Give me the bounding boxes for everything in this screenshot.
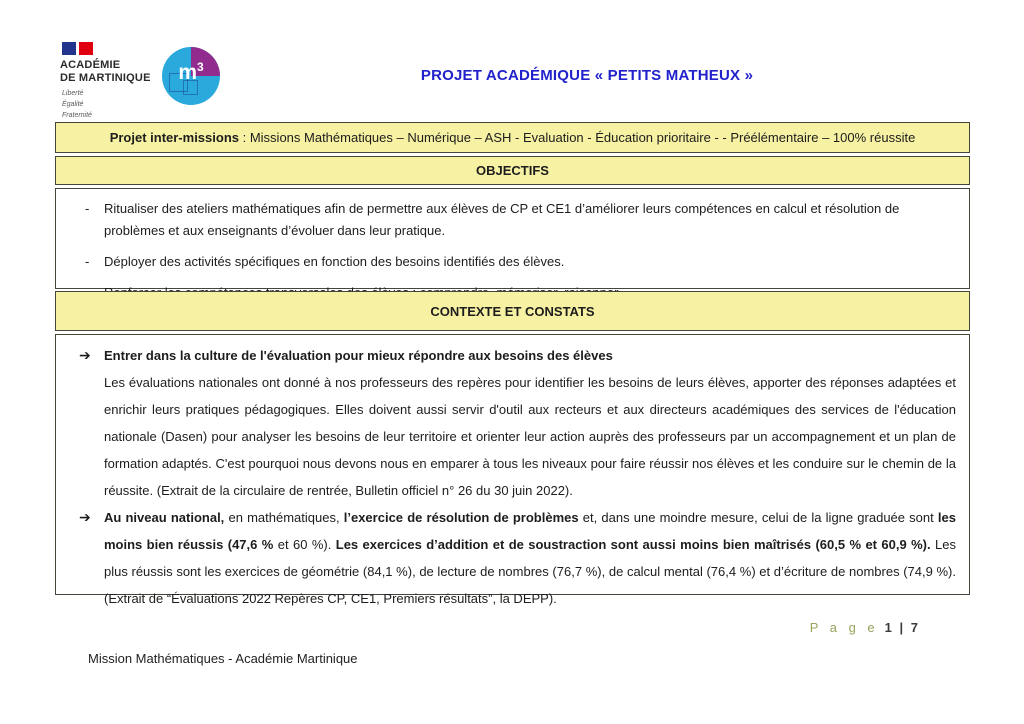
academie-name-line1: ACADÉMIE (60, 59, 121, 71)
footer-credit: Mission Mathématiques - Académie Martinique (88, 651, 358, 666)
page-number-footer (810, 620, 920, 635)
m3-exponent: 3 (197, 60, 204, 74)
dash-bullet-icon: - (85, 254, 90, 269)
rich-segment: les moins bien réussis (47,6 % (104, 510, 956, 552)
page-number: 1 | 7 (884, 620, 920, 635)
rich-segment: l’exercice de résolution de problèmes (343, 510, 579, 525)
contexte-item (56, 342, 969, 504)
objectifs-title: OBJECTIFS (476, 163, 549, 178)
inter-missions-list: : Missions Mathématiques – Numérique – ASH - Evaluation - Éducation prioritaire - - Préélémentaire – 100% réussite (239, 130, 916, 145)
arrow-bullet-icon: ➔ (79, 347, 91, 363)
banner-objectifs (55, 156, 970, 185)
dash-bullet-icon: - (85, 201, 90, 216)
rich-segment: Les plus réussis sont les exercices de géométrie (84,1 %), de lecture de nombres (76,7 %), de calcul mental (76,4 %) et d’écriture de nombres (74,9 %). (Extrait de “Évaluations 2022 Repères CP, CE1, Premiers résultats”, la DEPP). (104, 537, 956, 606)
flag-blue-block (62, 42, 76, 55)
contexte-box (55, 334, 970, 606)
arrow-bullet-icon: ➔ (79, 509, 91, 525)
banner-inter-missions-text (110, 130, 916, 145)
motto-liberte: Liberté (62, 90, 84, 98)
contexte-item-body: Les évaluations nationales ont donné à nos professeurs des repères pour identifier les besoins de leurs élèves, apporter des réponses adaptées et enrichir leurs pratiques pédagogiques. Elles doivent aussi servir d'outil aux recteurs et aux directeurs académiques des services de l'éducation nationale (Dasen) pour analyser les besoins de leur territoire et orienter leur action auprès des professeurs par un accompagnement et un plan de formation adaptés. C'est pourquoi nous devons nous en emparer à tous les niveaux pour faire réussir nos élèves et les conduire sur le chemin de la réussite. (Extrait de la circulaire de rentrée, Bulletin officiel n° 26 du 30 juin 2022). (104, 375, 956, 498)
objectifs-box (55, 188, 970, 289)
objectif-text: Déployer des activités spécifiques en fonction des besoins identifiés des élèves. (104, 254, 565, 269)
contexte-title: CONTEXTE ET CONSTATS (430, 303, 595, 319)
objectif-item (56, 251, 969, 273)
motto-fraternite: Fraternité (62, 112, 92, 120)
m3-letter: m (178, 61, 197, 84)
rich-segment: et, dans une moindre mesure, celui de la ligne graduée sont (578, 510, 938, 525)
rich-segment: en mathématiques, (224, 510, 344, 525)
republic-motto (62, 89, 170, 122)
contexte-item (56, 504, 969, 612)
rich-segment: Les exercices d’addition et de soustraction sont aussi moins bien maîtrisés (60,5 % et 60,9 %). (335, 537, 931, 552)
objectif-text: Ritualiser des ateliers mathématiques afin de permettre aux élèves de CP et CE1 d’améliorer leurs compétences en calcul et résolution de problèmes et aux enseignants d’évoluer dans leur pratique. (104, 201, 900, 238)
rich-segment: Au niveau national, (104, 510, 225, 525)
objectif-item (56, 198, 969, 242)
flag-red-block (79, 42, 93, 55)
banner-contexte-constats (55, 291, 970, 331)
contexte-item-heading: Entrer dans la culture de l'évaluation pour mieux répondre aux besoins des élèves (104, 348, 613, 363)
academie-name-line2: DE MARTINIQUE (60, 72, 151, 85)
page-word: P a g e (809, 620, 879, 635)
inter-missions-label: Projet inter-missions (109, 130, 239, 145)
rich-segment: et 60 %). (273, 537, 336, 552)
motto-egalite: Égalité (62, 101, 84, 109)
french-flag-icon (62, 42, 170, 55)
document-title: PROJET ACADÉMIQUE « PETITS MATHEUX » (420, 67, 754, 84)
banner-projet-inter-missions (55, 122, 970, 153)
contexte-item-body-rich (104, 504, 956, 612)
